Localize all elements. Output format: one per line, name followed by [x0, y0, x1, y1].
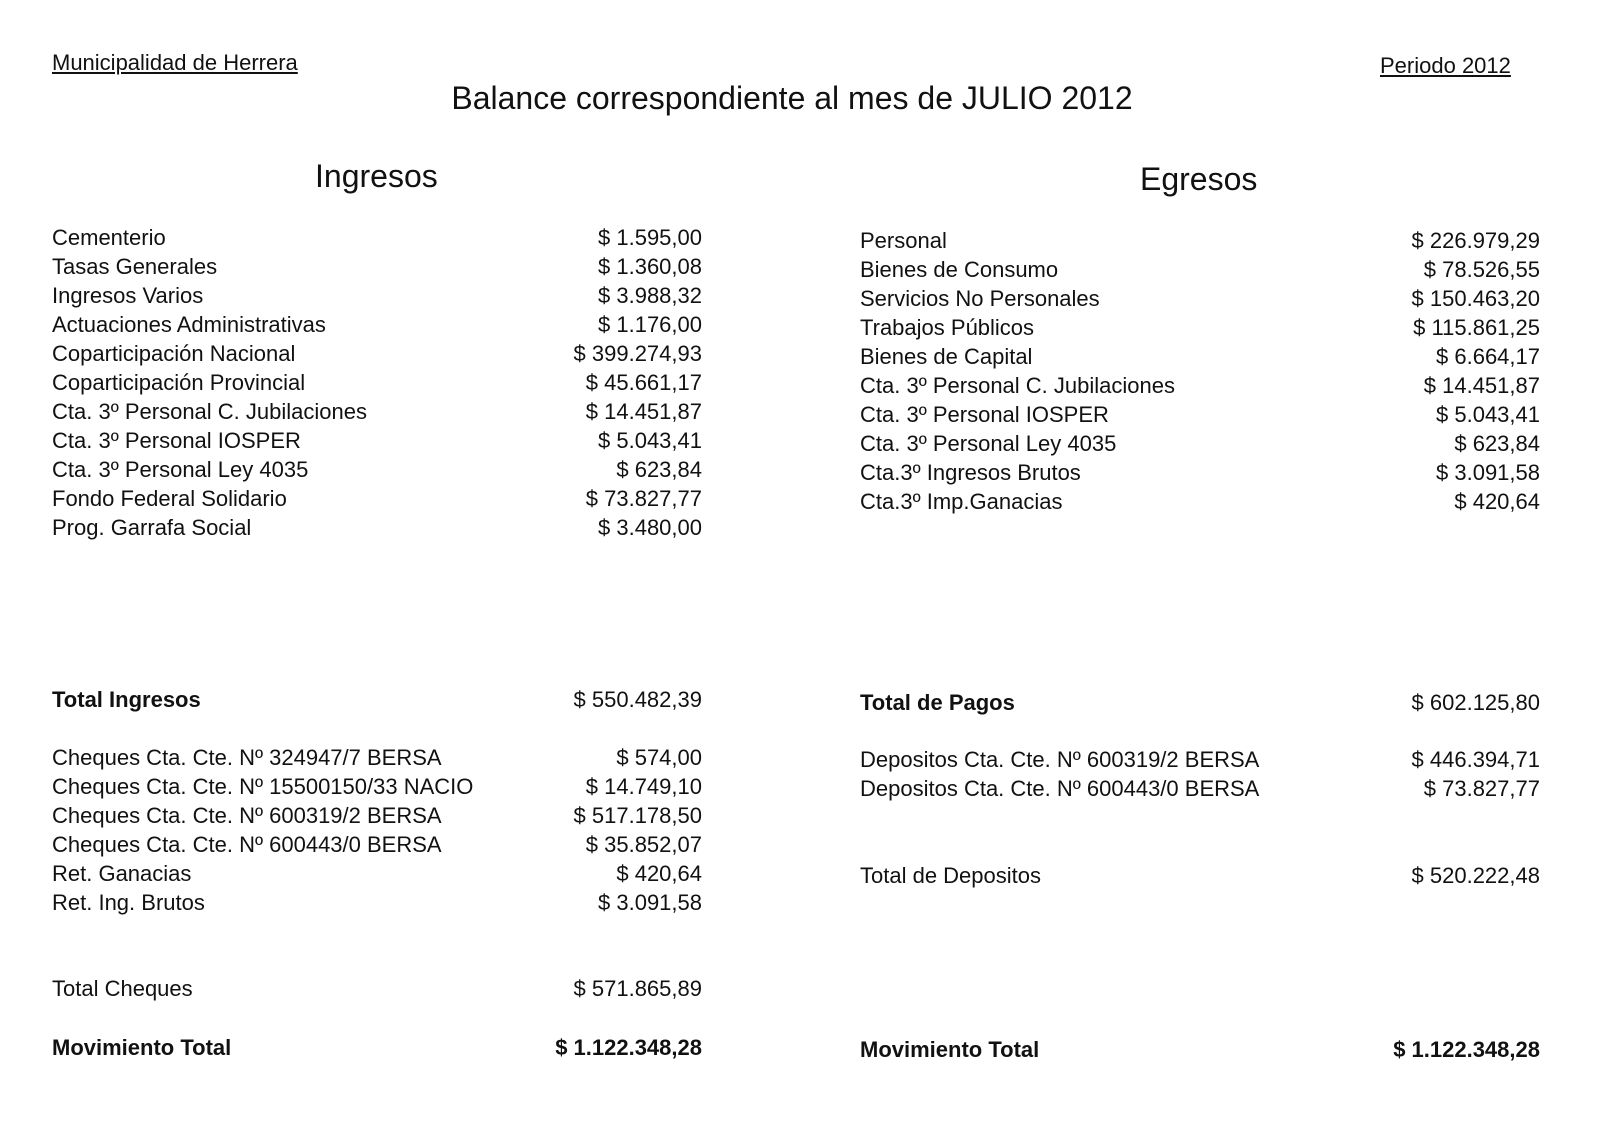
total-cheques-row: [52, 974, 702, 1003]
cheque-row: [52, 801, 702, 830]
egreso-row-amount: $ 3.091,58: [1436, 460, 1540, 485]
deposito-row-amount: $ 73.827,77: [1423, 776, 1540, 801]
total-pagos-value: $ 602.125,80: [1411, 690, 1540, 715]
egreso-row-label: Cta. 3º Personal C. Jubilaciones: [860, 373, 1175, 398]
egreso-row-amount: $ 115.861,25: [1413, 315, 1540, 340]
egreso-row-label: Cta. 3º Personal Ley 4035: [860, 431, 1117, 456]
ingreso-row: [52, 281, 702, 310]
deposito-row: [860, 774, 1540, 803]
cheque-row-label: Cheques Cta. Cte. Nº 600319/2 BERSA: [52, 803, 442, 828]
egresos-heading: Egresos: [1140, 161, 1258, 197]
ingreso-row: [52, 339, 702, 368]
egreso-row: [860, 429, 1540, 458]
municipality-name: Municipalidad de Herrera: [52, 50, 298, 75]
egreso-row-label: Servicios No Personales: [860, 286, 1100, 311]
total-cheques-amount: $ 571.865,89: [573, 976, 702, 1001]
egreso-row-label: Personal: [860, 228, 947, 253]
ingreso-row-amount: $ 1.595,00: [598, 225, 702, 250]
cheque-row: [52, 743, 702, 772]
total-ingresos-amount: [574, 685, 702, 714]
ingreso-row-amount: $ 45.661,17: [585, 370, 702, 395]
ingreso-row: [52, 223, 702, 252]
egreso-row-label: Cta.3º Ingresos Brutos: [860, 460, 1081, 485]
total-depositos-row: [860, 861, 1540, 890]
ingreso-row-label: Coparticipación Nacional: [52, 341, 296, 366]
ingreso-row-amount: $ 5.043,41: [598, 428, 702, 453]
deposito-row-amount: $ 446.394,71: [1411, 747, 1540, 772]
total-pagos-amount: [1412, 688, 1540, 717]
cheque-row-amount: $ 574,00: [616, 745, 702, 770]
ingreso-row: [52, 252, 702, 281]
egreso-row-label: Bienes de Capital: [860, 344, 1033, 369]
ingreso-row-label: Cta. 3º Personal Ley 4035: [52, 457, 309, 482]
egreso-row-amount: $ 6.664,17: [1436, 344, 1540, 369]
deposito-row-label: Depositos Cta. Cte. Nº 600319/2 BERSA: [860, 747, 1260, 772]
ingreso-row-label: Tasas Generales: [52, 254, 218, 279]
deposito-row-label: Depositos Cta. Cte. Nº 600443/0 BERSA: [860, 776, 1260, 801]
egreso-row-amount: $ 78.526,55: [1423, 257, 1540, 282]
ingreso-row: [52, 426, 702, 455]
cheque-row-amount: $ 420,64: [616, 861, 702, 886]
ingreso-row-label: Fondo Federal Solidario: [52, 486, 287, 511]
egreso-row-amount: $ 14.451,87: [1423, 373, 1540, 398]
egreso-row-label: Bienes de Consumo: [860, 257, 1059, 282]
ingreso-row-amount: $ 1.176,00: [598, 312, 702, 337]
egreso-row-label: Cta. 3º Personal IOSPER: [860, 402, 1109, 427]
cheque-row: [52, 772, 702, 801]
ingreso-row-label: Ingresos Varios: [52, 283, 204, 308]
cheque-row-label: Ret. Ganacias: [52, 861, 192, 886]
movimiento-total-right-row: [860, 1035, 1540, 1064]
ingreso-row: [52, 513, 702, 542]
egreso-row-amount: $ 623,84: [1454, 431, 1540, 456]
ingresos-heading: Ingresos: [315, 158, 438, 194]
ingreso-row-amount: $ 14.451,87: [585, 399, 702, 424]
ingreso-row-label: Actuaciones Administrativas: [52, 312, 326, 337]
ingreso-row: [52, 397, 702, 426]
ingreso-row-label: Prog. Garrafa Social: [52, 515, 252, 540]
cheque-row: [52, 888, 702, 917]
ingreso-row-amount: $ 73.827,77: [585, 486, 702, 511]
period-label: Periodo 2012: [1380, 53, 1511, 78]
cheque-row: [52, 830, 702, 859]
ingreso-row: [52, 455, 702, 484]
total-ingresos-row: [52, 685, 702, 714]
egreso-row-label: Trabajos Públicos: [860, 315, 1035, 340]
egreso-row-amount: $ 150.463,20: [1411, 286, 1540, 311]
ingreso-row: [52, 310, 702, 339]
total-cheques-label: Total Cheques: [52, 976, 193, 1001]
total-depositos-amount: $ 520.222,48: [1411, 863, 1540, 888]
ingreso-row-label: Cementerio: [52, 225, 166, 250]
total-pagos-row: [860, 688, 1540, 717]
egreso-row: [860, 313, 1540, 342]
ingreso-row-amount: $ 399.274,93: [573, 341, 702, 366]
egreso-row: [860, 371, 1540, 400]
cheque-row-label: Ret. Ing. Brutos: [52, 890, 205, 915]
total-pagos-label: Total de Pagos: [860, 690, 1015, 715]
cheque-row-amount: $ 14.749,10: [585, 774, 702, 799]
cheque-row-label: Cheques Cta. Cte. Nº 600443/0 BERSA: [52, 832, 442, 857]
movimiento-total-left-amount: $ 1.122.348,28: [555, 1035, 702, 1060]
egreso-row-label: Cta.3º Imp.Ganacias: [860, 489, 1063, 514]
movimiento-total-left-label: Movimiento Total: [52, 1035, 232, 1060]
total-depositos-label: Total de Depositos: [860, 863, 1041, 888]
ingreso-row: [52, 484, 702, 513]
cheque-row-label: Cheques Cta. Cte. Nº 15500150/33 NACIO: [52, 774, 474, 799]
egreso-row: [860, 342, 1540, 371]
egreso-row-amount: $ 226.979,29: [1411, 228, 1540, 253]
egresos-column: [860, 0, 1540, 1148]
egreso-row: [860, 226, 1540, 255]
egreso-row: [860, 255, 1540, 284]
ingreso-row-label: Cta. 3º Personal IOSPER: [52, 428, 301, 453]
egreso-row: [860, 284, 1540, 313]
egreso-row-amount: $ 420,64: [1454, 489, 1540, 514]
movimiento-total-right-label: Movimiento Total: [860, 1037, 1040, 1062]
movimiento-total-right-amount: $ 1.122.348,28: [1393, 1037, 1540, 1062]
ingreso-row-amount: $ 1.360,08: [598, 254, 702, 279]
ingreso-row: [52, 368, 702, 397]
cheque-row-label: Cheques Cta. Cte. Nº 324947/7 BERSA: [52, 745, 442, 770]
ingreso-row-label: Cta. 3º Personal C. Jubilaciones: [52, 399, 367, 424]
ingresos-column: [52, 0, 702, 1148]
cheque-row-amount: $ 3.091,58: [598, 890, 702, 915]
total-ingresos-label: Total Ingresos: [52, 687, 201, 712]
cheque-row: [52, 859, 702, 888]
cheque-row-amount: $ 35.852,07: [585, 832, 702, 857]
egreso-row: [860, 487, 1540, 516]
cheque-row-amount: $ 517.178,50: [573, 803, 702, 828]
deposito-row: [860, 745, 1540, 774]
page-title-text: Balance correspondiente al mes de JULIO 2012: [451, 80, 1133, 116]
ingreso-row-amount: $ 623,84: [616, 457, 702, 482]
total-ingresos-value: $ 550.482,39: [573, 687, 702, 712]
egreso-row-amount: $ 5.043,41: [1436, 402, 1540, 427]
egreso-row: [860, 400, 1540, 429]
ingreso-row-amount: $ 3.480,00: [598, 515, 702, 540]
ingreso-row-label: Coparticipación Provincial: [52, 370, 306, 395]
ingreso-row-amount: $ 3.988,32: [598, 283, 702, 308]
egreso-row: [860, 458, 1540, 487]
movimiento-total-left-row: [52, 1033, 702, 1062]
